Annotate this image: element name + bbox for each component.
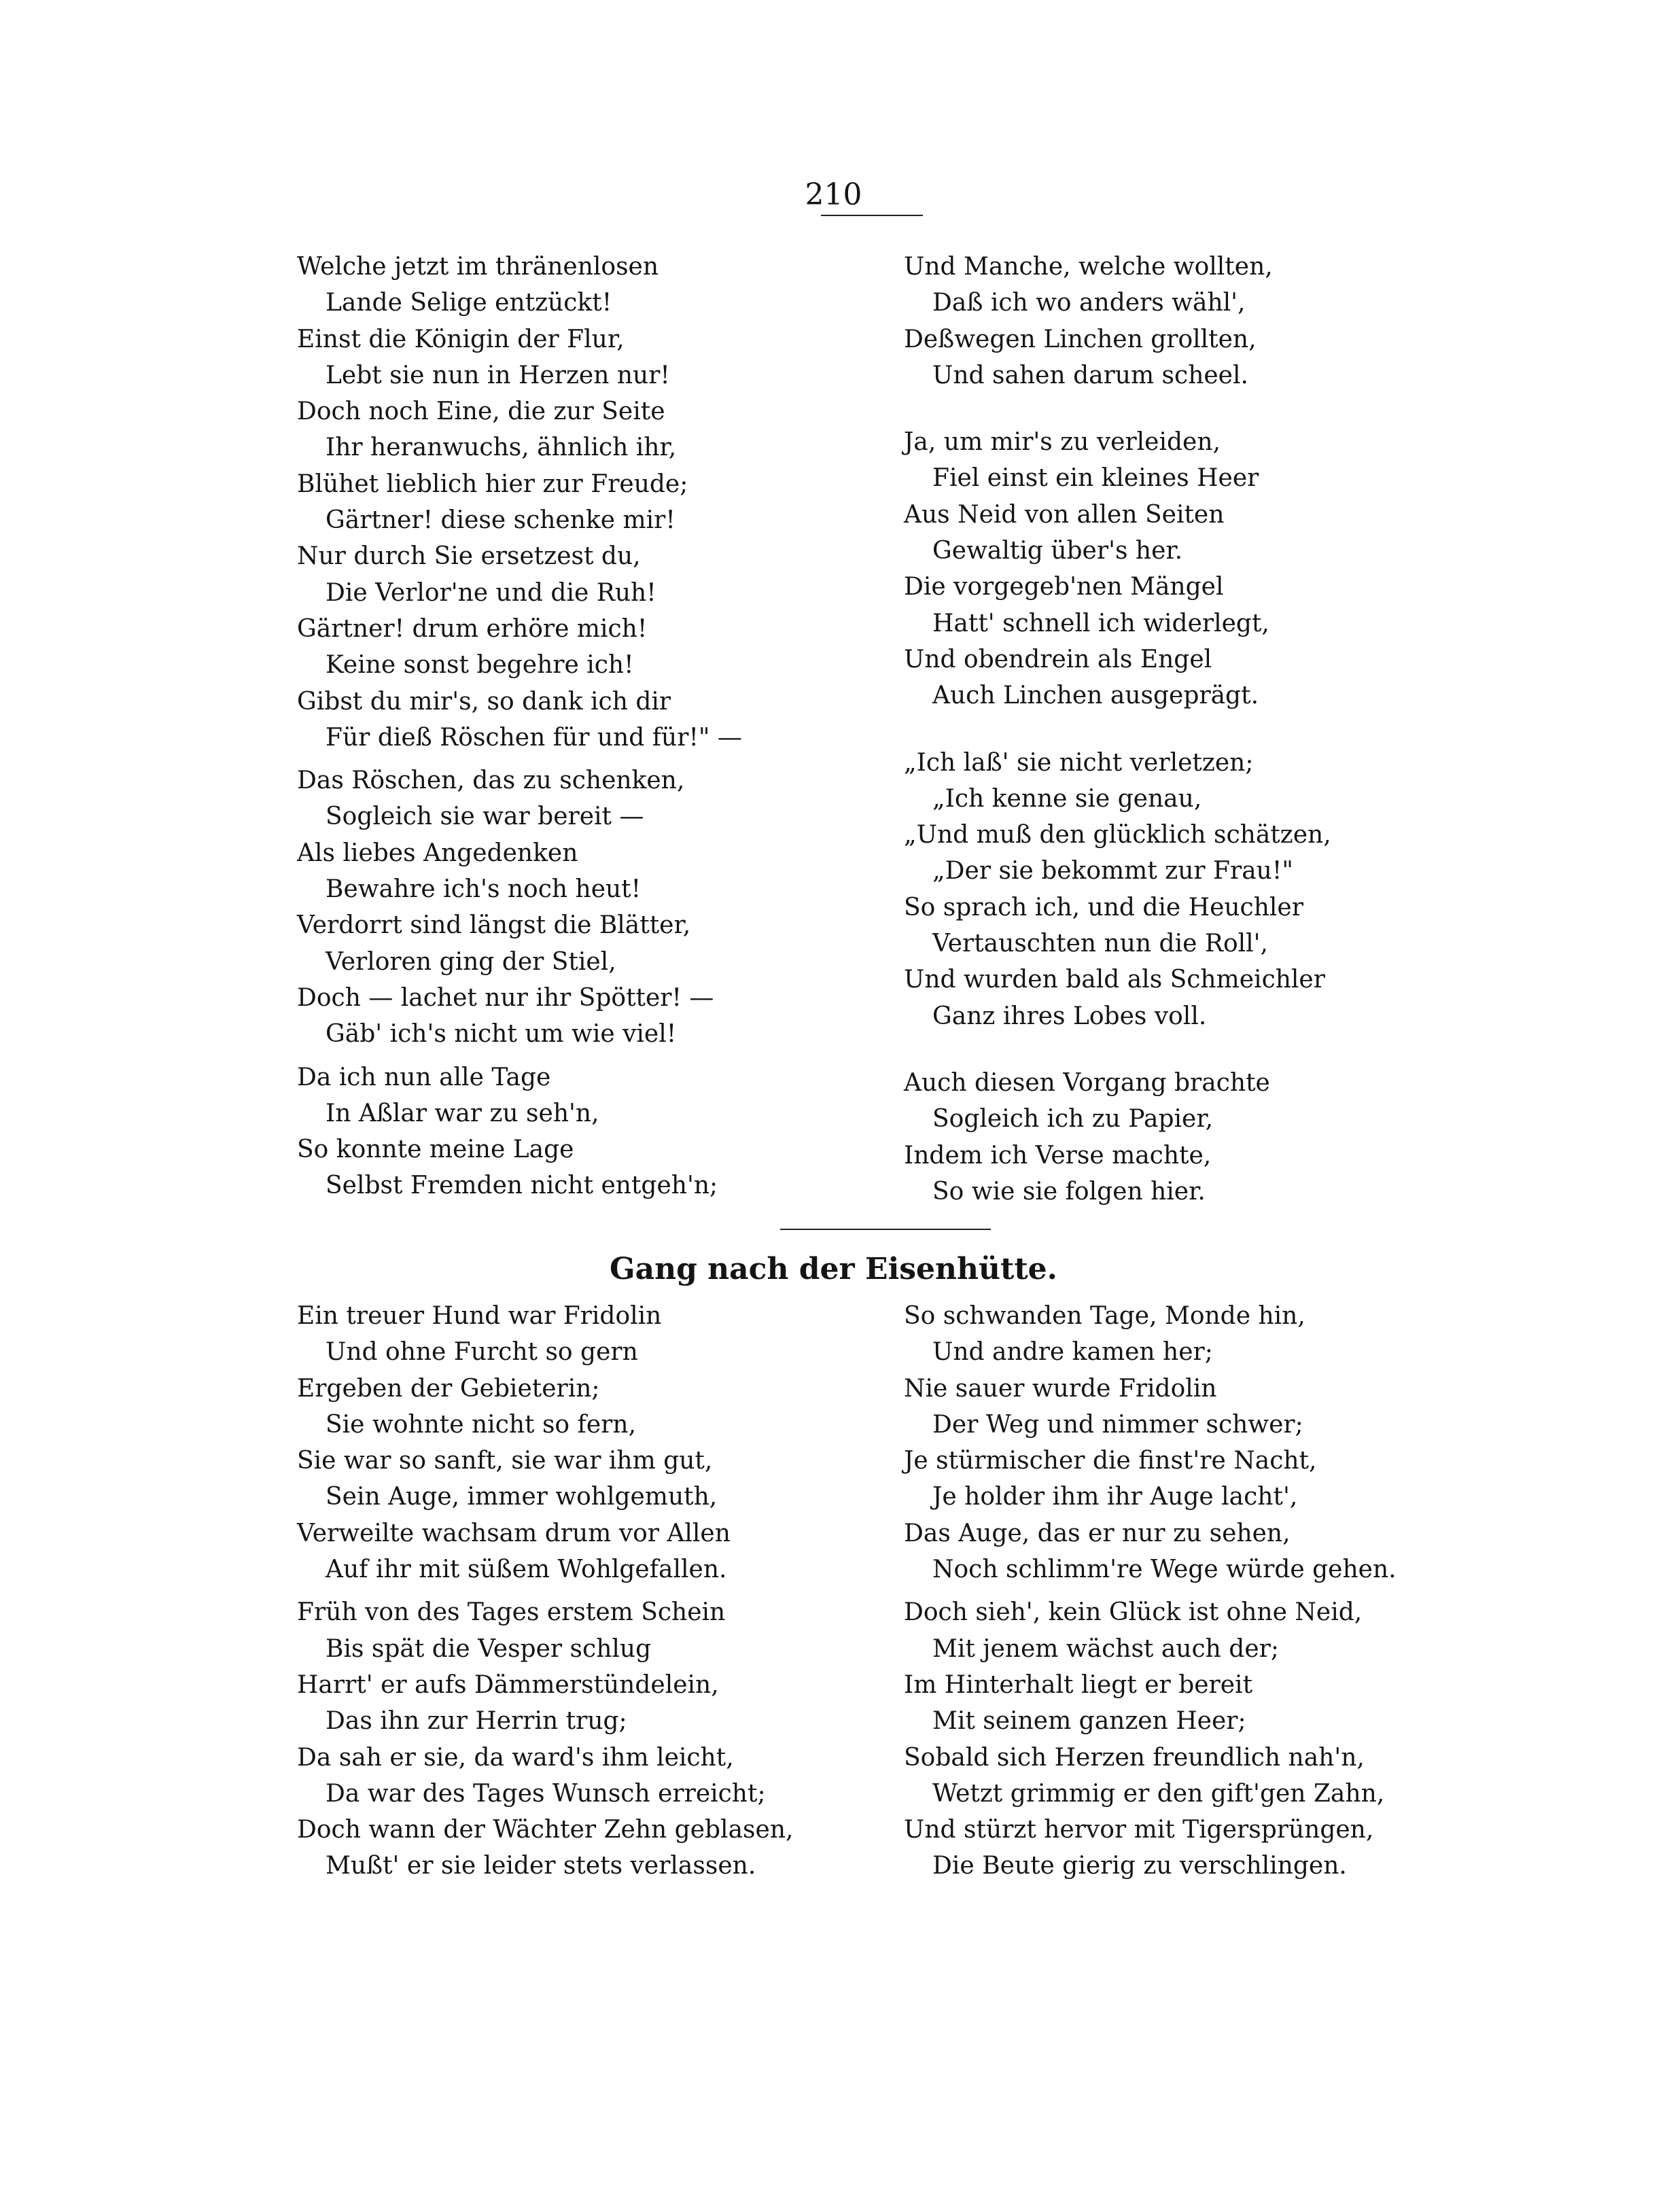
verse-line: Und andre kamen her;	[932, 1338, 1213, 1367]
verse-line: Blühet lieblich hier zur Freude;	[297, 470, 688, 498]
verse-line: Auf ihr mit süßem Wohlgefallen.	[326, 1556, 727, 1584]
verse-line: Auch Linchen ausgeprägt.	[932, 682, 1259, 710]
verse-line: Da war des Tages Wunsch erreicht;	[326, 1779, 766, 1808]
verse-line: Das Auge, das er nur zu sehen,	[904, 1519, 1291, 1547]
verse-line: Früh von des Tages erstem Schein	[297, 1598, 726, 1627]
stanza	[297, 249, 909, 756]
page-number: 210	[805, 177, 862, 212]
verse-line: Und obendrein als Engel	[904, 645, 1212, 673]
verse-line: „Und muß den glücklich schätzen,	[904, 821, 1331, 849]
stanza	[904, 424, 1515, 714]
verse-line: Mit jenem wächst auch der;	[932, 1634, 1279, 1663]
verse-line: Hatt' schnell ich widerlegt,	[932, 609, 1269, 637]
verse-line: Je holder ihm ihr Auge lacht',	[932, 1483, 1298, 1511]
verse-line: Bis spät die Vesper schlug	[326, 1634, 652, 1663]
verse-line: Aus Neid von allen Seiten	[904, 500, 1225, 529]
verse-line: Ihr heranwuchs, ähnlich ihr,	[326, 434, 677, 462]
stanza	[297, 1594, 909, 1884]
verse-line: Da sah er sie, da ward's ihm leicht,	[297, 1743, 734, 1772]
verse-line: In Aßlar war zu seh'n,	[326, 1099, 599, 1127]
verse-line: Verloren ging der Stiel,	[326, 947, 616, 976]
verse-line: Ja, um mir's zu verleiden,	[904, 428, 1221, 457]
verse-line: Ergeben der Gebieterin;	[297, 1374, 600, 1403]
verse-line: Keine sonst begehre ich!	[326, 651, 634, 680]
verse-line: Der Weg und nimmer schwer;	[932, 1410, 1303, 1439]
stanza	[297, 762, 909, 1052]
verse-line: Verdorrt sind längst die Blätter,	[297, 911, 691, 940]
verse-line: Die vorgegeb'nen Mängel	[904, 573, 1224, 601]
verse-line: Deßwegen Linchen grollten,	[904, 325, 1257, 353]
verse-line: Sogleich ich zu Papier,	[932, 1105, 1214, 1134]
page-number-rule	[821, 215, 923, 216]
section-title: Gang nach der Eisenhütte.	[610, 1252, 1057, 1286]
verse-line: Sobald sich Herzen freundlich nah'n,	[904, 1743, 1365, 1772]
upper-left-column	[297, 249, 909, 1204]
verse-line: Vertauschten nun die Roll',	[932, 930, 1268, 958]
verse-line: Das ihn zur Herrin trug;	[326, 1707, 627, 1736]
verse-line: Fiel einst ein kleines Heer	[932, 464, 1259, 493]
verse-line: Gärtner! diese schenke mir!	[326, 506, 675, 535]
verse-line: Mit seinem ganzen Heer;	[932, 1707, 1246, 1736]
verse-line: Verweilte wachsam drum vor Allen	[297, 1519, 731, 1547]
verse-line: „Der sie bekommt zur Frau!"	[932, 857, 1293, 885]
verse-line: Gäb' ich's nicht um wie viel!	[326, 1020, 677, 1049]
verse-line: So wie sie folgen hier.	[932, 1177, 1206, 1206]
verse-line: Da ich nun alle Tage	[297, 1063, 551, 1091]
verse-line: „Ich kenne sie genau,	[932, 784, 1202, 813]
verse-line: Gewaltig über's her.	[932, 537, 1183, 565]
verse-line: Ein treuer Hund war Fridolin	[297, 1302, 662, 1330]
verse-line: Sie war so sanft, sie war ihm gut,	[297, 1447, 713, 1475]
verse-line: Wetzt grimmig er den gift'gen Zahn,	[932, 1779, 1385, 1808]
verse-line: Und Manche, welche wollten,	[904, 253, 1273, 281]
section-divider	[780, 1229, 991, 1230]
verse-line: Gibst du mir's, so dank ich dir	[297, 687, 671, 716]
verse-line: Welche jetzt im thränenlosen	[297, 253, 659, 281]
verse-line: Selbst Fremden nicht entgeh'n;	[326, 1172, 718, 1200]
verse-line: Nur durch Sie ersetzest du,	[297, 542, 641, 571]
verse-line: Die Verlor'ne und die Ruh!	[326, 578, 656, 607]
verse-line: Harrt' er aufs Dämmerstündelein,	[297, 1670, 719, 1699]
stanza	[904, 745, 1515, 1034]
verse-line: Und sahen darum scheel.	[932, 361, 1248, 389]
verse-line: Die Beute gierig zu verschlingen.	[932, 1852, 1347, 1880]
verse-line: Sogleich sie war bereit —	[326, 803, 644, 831]
verse-line: Doch wann der Wächter Zehn geblasen,	[297, 1816, 794, 1844]
verse-line: Nie sauer wurde Fridolin	[904, 1374, 1217, 1403]
verse-line: So schwanden Tage, Monde hin,	[904, 1302, 1305, 1330]
lower-left-column	[297, 1298, 909, 1884]
upper-right-column	[904, 249, 1515, 1210]
stanza	[904, 1298, 1515, 1587]
verse-line: Doch noch Eine, die zur Seite	[297, 398, 665, 426]
lower-right-column	[904, 1298, 1515, 1884]
stanza	[297, 1059, 909, 1204]
verse-line: Bewahre ich's noch heut!	[326, 875, 642, 904]
verse-line: Je stürmischer die finst're Nacht,	[904, 1447, 1317, 1475]
verse-line: Sein Auge, immer wohlgemuth,	[326, 1483, 718, 1511]
verse-line: Sie wohnte nicht so fern,	[326, 1410, 637, 1439]
verse-line: Und wurden bald als Schmeichler	[904, 966, 1325, 994]
stanza	[904, 249, 1515, 393]
stanza	[297, 1298, 909, 1587]
verse-line: Und ohne Furcht so gern	[326, 1338, 638, 1367]
verse-line: Als liebes Angedenken	[297, 839, 578, 867]
verse-line: Daß ich wo anders wähl',	[932, 289, 1246, 317]
verse-line: Lande Selige entzückt!	[326, 289, 612, 317]
verse-line: Einst die Königin der Flur,	[297, 325, 625, 353]
verse-line: Mußt' er sie leider stets verlassen.	[326, 1852, 756, 1880]
verse-line: So sprach ich, und die Heuchler	[904, 893, 1303, 921]
verse-line: Auch diesen Vorgang brachte	[904, 1068, 1270, 1097]
verse-line: Indem ich Verse machte,	[904, 1141, 1212, 1170]
verse-line: Für dieß Röschen für und für!" —	[326, 723, 742, 752]
verse-line: Ganz ihres Lobes voll.	[932, 1002, 1207, 1030]
verse-line: Das Röschen, das zu schenken,	[297, 767, 685, 795]
verse-line: Doch — lachet nur ihr Spötter! —	[297, 983, 714, 1012]
verse-line: Noch schlimm're Wege würde gehen.	[932, 1556, 1397, 1584]
verse-line: Im Hinterhalt liegt er bereit	[904, 1670, 1253, 1699]
verse-line: So konnte meine Lage	[297, 1136, 574, 1164]
verse-line: Und stürzt hervor mit Tigersprüngen,	[904, 1816, 1374, 1844]
verse-line: Doch sieh', kein Glück ist ohne Neid,	[904, 1598, 1363, 1627]
verse-line: Lebt sie nun in Herzen nur!	[326, 361, 670, 389]
verse-line: Gärtner! drum erhöre mich!	[297, 614, 648, 643]
verse-line: „Ich laß' sie nicht verletzen;	[904, 748, 1254, 777]
stanza	[904, 1065, 1515, 1210]
stanza	[904, 1594, 1515, 1884]
